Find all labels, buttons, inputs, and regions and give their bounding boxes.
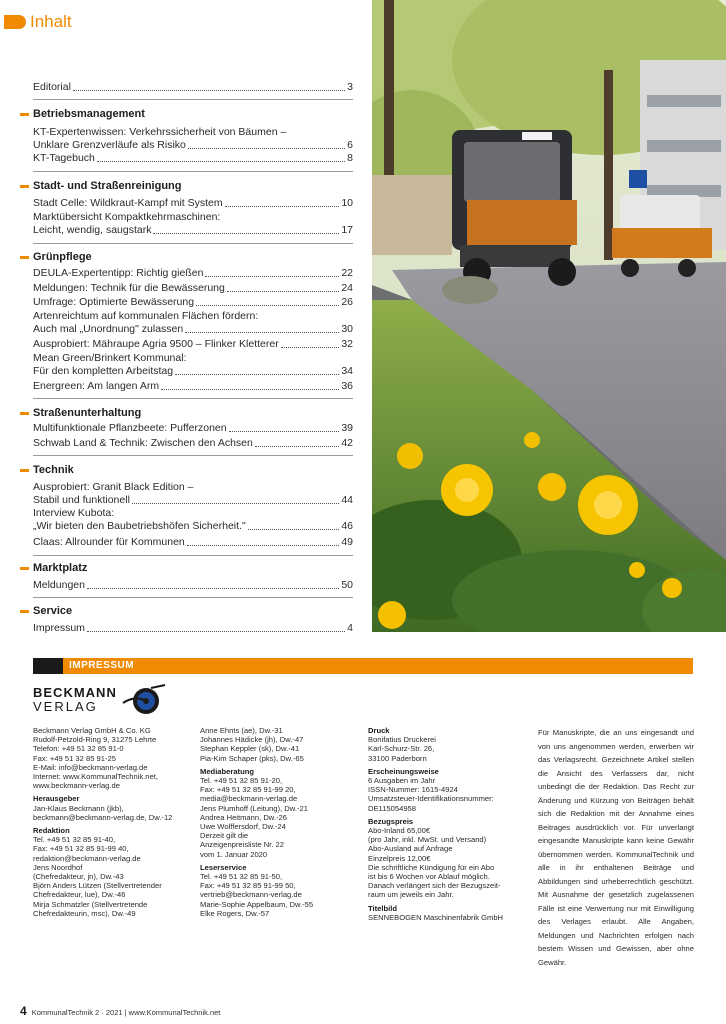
cover-photo-street-sweeper [372, 0, 726, 632]
toc-header [4, 12, 72, 32]
section-heading: Stadt- und Straßenreinigung [20, 180, 182, 192]
impressum-bar [33, 658, 693, 674]
impressum-heading: IMPRESSUM [69, 660, 135, 671]
divider [33, 597, 353, 598]
page-footer [20, 1004, 220, 1018]
divider [33, 555, 353, 556]
section-heading: Service [20, 605, 72, 617]
toc-entry[interactable]: Energreen: Am langen Arm 36 [33, 380, 353, 392]
page-number: 4 [20, 1004, 27, 1018]
toc-entry[interactable]: DEULA-Expertentipp: Richtig gießen 22 [33, 267, 353, 279]
toc-entry[interactable]: Stadt Celle: Wildkraut-Kampf mit System 10 [33, 197, 353, 209]
toc-entry[interactable]: Interview Kubota: „Wir bieten den Baubetriebshöfen Sicherheit." 46 [33, 507, 353, 532]
toc-entry[interactable]: KT-Expertenwissen: Verkehrssicherheit von Bäumen – Unklare Grenzverläufe als Risiko 6 [33, 126, 353, 151]
toc-entry[interactable]: Impressum 4 [33, 622, 353, 634]
impressum-col-staff: Anne Ehnts (ae), Dw.-31 Johannes Hädicke (jh), Dw.-47 Stephan Keppler (sk), Dw.-41 Pia-Kim Schaper (pks), Dw.-65 Mediaberatung Tel. +49 51 32 85 91-20, Fax: +49 51 32 85 91-99 20, media@beckmann-verlag.de Jens Plumhoff (Leitung), Dw.-21 Andrea Heitmann, Dw.-26 Uwe Wolffersdorf, Dw.-24 Derzeit gilt die Anzeigenpreisliste Nr. 22 vom 1. Januar 2020 Leserservice Tel. +49 51 32 85 91-50, Fax: +49 51 32 85 91-99 50, vertrieb@beckmann-verlag.de Marie-Sophie Appelbaum, Dw.-55 Elke Rogers, Dw.-57 [200, 726, 314, 918]
toc-entry[interactable]: Artenreichtum auf kommunalen Flächen fördern: Auch mal „Unordnung" zulassen 30 [33, 310, 353, 335]
footer-text: KommunalTechnik 2 · 2021 | www.KommunalTechnik.net [31, 1008, 221, 1017]
toc-entry[interactable]: Multifunktionale Pflanzbeete: Pufferzonen 39 [33, 422, 353, 434]
toc-entry[interactable]: Claas: Allrounder für Kommunen 49 [33, 536, 353, 548]
toc-entry[interactable]: Meldungen: Technik für die Bewässerung 24 [33, 282, 353, 294]
section-heading: Betriebsmanagement [20, 108, 145, 120]
impressum-col-print: Druck Bonifatius Druckerei Karl-Schurz-Str. 26, 33100 Paderborn Erscheinungsweise 6 Ausgaben im Jahr ISSN-Nummer: 1615-4924 Umsatzsteuer-Identifikationsnummer: DE115054958 Bezugspreis Abo-Inland 65,00€ (pro Jahr, inkl. MwSt. und Versand) Abo-Ausland auf Anfrage Einzelpreis 12,00€ Die schriftliche Kündigung für ein Abo ist bis 6 Wochen vor Ablauf möglich. Danach verlängert sich der Bezugszeit- raum um jeweils ein Jahr. Titelbild SENNEBOGEN Maschinenfabrik GmbH [368, 726, 504, 922]
logo-wheel-icon [121, 683, 171, 719]
toc-entry[interactable]: Mean Green/Brinkert Kommunal: Für den kompletten Arbeitstag 34 [33, 352, 353, 377]
section-heading: Grünpflege [20, 251, 92, 263]
toc-entry[interactable]: Ausprobiert: Mähraupe Agria 9500 – Flinker Kletterer 32 [33, 338, 353, 350]
divider [33, 455, 353, 456]
section-heading: Marktplatz [20, 562, 87, 574]
toc-entry[interactable]: Ausprobiert: Granit Black Edition – Stabil und funktionell 44 [33, 481, 353, 506]
toc-entry-editorial[interactable]: Editorial 3 [33, 81, 353, 93]
toc-entry[interactable]: Marktübersicht Kompaktkehrmaschinen: Leicht, wendig, saugstark 17 [33, 211, 353, 236]
divider [33, 99, 353, 100]
impressum-tab [33, 658, 63, 674]
toc-entry[interactable]: Schwab Land & Technik: Zwischen den Achsen 42 [33, 437, 353, 449]
section-heading: Straßenunterhaltung [20, 407, 141, 419]
toc-entry[interactable]: Meldungen 50 [33, 579, 353, 591]
divider [33, 171, 353, 172]
toc-entry[interactable]: Umfrage: Optimierte Bewässerung 26 [33, 296, 353, 308]
divider [33, 243, 353, 244]
orange-tab-marker [4, 15, 26, 29]
beckmann-verlag-logo: BECKMANN VERLAG [33, 683, 183, 719]
section-heading: Technik [20, 464, 74, 476]
toc-title: Inhalt [30, 12, 72, 31]
impressum-col-publisher: Beckmann Verlag GmbH & Co. KG Rudolf-Petzold-Ring 9, 31275 Lehrte Telefon: +49 51 32 85 91-0 Fax: +49 51 32 85 91-25 E-Mail: info@beckmann-verlag.de Internet: www.KommunalTechnik.net, www.beckmann-verlag.de Herausgeber Jan-Klaus Beckmann (jkb), beckmann@beckmann-verlag.de, Dw.-12 Redaktion Tel. +49 51 32 85 91-40, Fax: +49 51 32 85 91-99 40, redaktion@beckmann-verlag.de Jens Noordhof (Chefredakteur, jn), Dw.-43 Björn Anders Lützen (Stellvertretender Chefredakteur, lue), Dw.-46 Mirja Schmatzler (Stellvertretende Chefredakteurin, msc), Dw.-49 [33, 726, 173, 918]
divider [33, 398, 353, 399]
impressum-legal-notice: Für Manuskripte, die an uns eingesandt und von uns angenommen werden, erwerben wir das Verlagsrecht. Gezeichnete Artikel stellen die Ansicht des Verfassers dar, nicht unbedingt die der Redaktion. Das Recht zur Änderung und Kürzung von Beiträgen behält sich die Redaktion mit der Annahme eines Beitrages ausdrücklich vor. Für unverlangt eingesandte Manuskripte kann keine Gewähr übernommen werden. KommunalTechnik und alle in ihr enthaltenen Beiträge und Abbildungen sind urheberrechtlich geschützt. Mit Ausnahme der gesetzlich zugelassenen Fälle ist eine Verwertung nur mit Einwilligung des Verlages erlaubt. Alle Angaben, Meldungen und Nachrichten erfolgen nach bestem Wissen und Gewissen, aber ohne Gewähr. [538, 728, 694, 967]
toc-entry[interactable]: KT-Tagebuch 8 [33, 152, 353, 164]
